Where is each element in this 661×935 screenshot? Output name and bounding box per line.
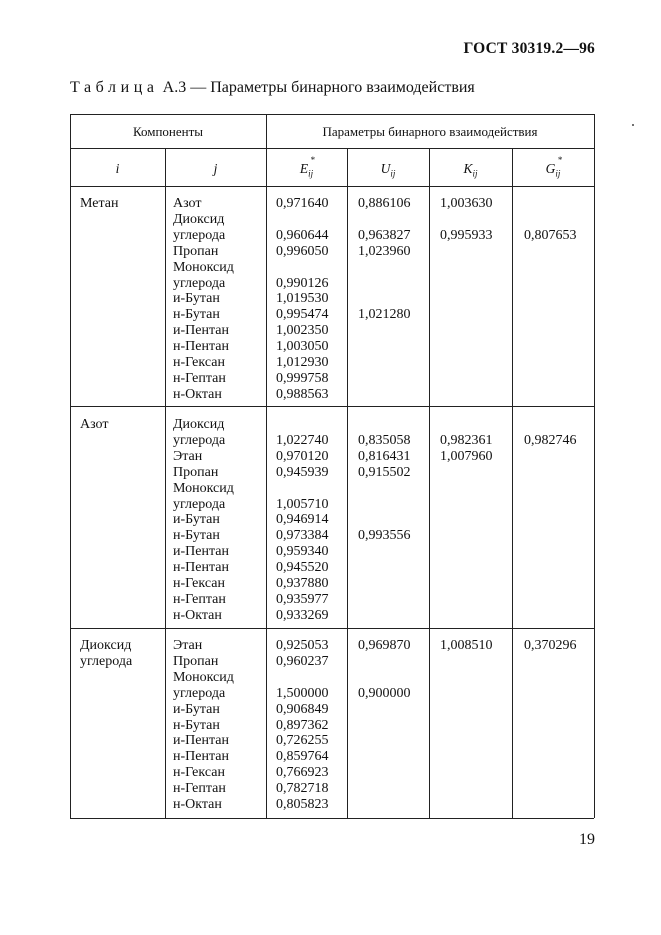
component-j: н-Октан	[173, 386, 222, 402]
component-j: Этан	[173, 448, 203, 464]
value-g-ij: 0,807653	[524, 227, 577, 243]
component-j: и-Пентан	[173, 544, 229, 560]
value-k-ij: 1,007960	[440, 448, 493, 464]
component-j: н-Бутан	[173, 717, 220, 733]
value-e-ij: 0,859764	[276, 749, 329, 765]
component-i: Диоксид	[80, 638, 132, 653]
value-k-ij: 0,982361	[440, 432, 493, 448]
value-e-ij: 0,945520	[276, 560, 329, 576]
scan-speck	[632, 124, 634, 126]
value-u-ij: 0,816431	[358, 448, 411, 464]
value-u-ij: 0,886106	[358, 196, 411, 211]
value-e-ij: 0,960644	[276, 227, 329, 243]
value-k-ij: 0,995933	[440, 227, 493, 243]
value-e-ij: 0,960237	[276, 653, 329, 669]
value-g-ij: 0,370296	[524, 638, 577, 653]
component-j: н-Бутан	[173, 528, 220, 544]
component-j: Этан	[173, 638, 203, 653]
value-e-ij: 0,988563	[276, 386, 329, 402]
page-number: 19	[579, 831, 595, 848]
value-e-ij: 1,022740	[276, 432, 329, 448]
value-e-ij: 0,945939	[276, 464, 329, 480]
component-j: н-Гептан	[173, 781, 226, 797]
component-j: н-Гептан	[173, 370, 226, 386]
component-j: Диоксид	[173, 211, 225, 227]
standard-designation: ГОСТ 30319.2—96	[463, 40, 595, 57]
value-u-ij: 1,023960	[358, 243, 411, 259]
value-e-ij: 0,999758	[276, 370, 329, 386]
value-u-ij: 0,963827	[358, 227, 411, 243]
value-e-ij: 1,019530	[276, 291, 329, 307]
value-e-ij: 0,766923	[276, 765, 329, 781]
value-k-ij: 1,003630	[440, 196, 493, 211]
value-g-ij: 0,982746	[524, 432, 577, 448]
component-i: Азот	[80, 417, 109, 432]
value-e-ij: 0,946914	[276, 512, 329, 528]
component-j: углерода	[173, 432, 226, 448]
component-j: н-Гексан	[173, 355, 225, 370]
component-j: н-Гексан	[173, 765, 225, 781]
value-e-ij: 1,003050	[276, 339, 329, 355]
value-e-ij: 1,012930	[276, 355, 329, 370]
value-e-ij: 0,935977	[276, 591, 329, 607]
value-u-ij: 0,969870	[358, 638, 411, 653]
component-j: Пропан	[173, 464, 219, 480]
binary-parameters-table	[70, 114, 594, 818]
component-j: и-Бутан	[173, 512, 220, 528]
value-u-ij: 0,993556	[358, 528, 411, 544]
component-j: Моноксид	[173, 480, 234, 496]
component-j: н-Пентан	[173, 749, 229, 765]
header-parameters: Параметры бинарного взаимодействия	[322, 124, 538, 139]
value-e-ij: 0,925053	[276, 638, 329, 653]
component-j: н-Гексан	[173, 576, 225, 591]
value-e-ij: 0,995474	[276, 307, 329, 323]
value-e-ij: 0,990126	[276, 275, 329, 291]
value-e-ij: 1,002350	[276, 323, 329, 339]
component-j: углерода	[173, 227, 226, 243]
value-e-ij: 0,805823	[276, 797, 329, 812]
component-j: углерода	[173, 275, 226, 291]
subheader-e-ij: $E_{ij}$ *	[299, 155, 316, 179]
component-i: Метан	[80, 196, 119, 211]
subheader-k-ij: $K_{ij}$	[463, 161, 478, 179]
value-e-ij: 1,500000	[276, 685, 329, 701]
caption-title: А.3 — Параметры бинарного взаимодействия	[158, 79, 475, 96]
value-e-ij: 0,971640	[276, 196, 329, 211]
subheader-j: j	[213, 161, 218, 176]
value-e-ij: 0,937880	[276, 576, 329, 591]
component-i: углерода	[80, 653, 133, 669]
value-k-ij: 1,008510	[440, 638, 493, 653]
component-j: Пропан	[173, 653, 219, 669]
component-j: Моноксид	[173, 669, 234, 685]
subheader-u-ij: $U_{ij}$	[380, 161, 396, 179]
subheader-i: i	[115, 161, 120, 176]
component-j: Диоксид	[173, 417, 225, 432]
component-j: н-Гептан	[173, 591, 226, 607]
component-j: и-Пентан	[173, 323, 229, 339]
value-e-ij: 0,782718	[276, 781, 329, 797]
value-u-ij: 0,900000	[358, 685, 411, 701]
value-e-ij: 0,996050	[276, 243, 329, 259]
value-e-ij: 0,726255	[276, 733, 329, 749]
value-u-ij: 1,021280	[358, 307, 411, 323]
component-j: н-Пентан	[173, 560, 229, 576]
table-caption	[70, 79, 475, 97]
value-e-ij: 0,897362	[276, 717, 329, 733]
component-j: и-Бутан	[173, 701, 220, 717]
header-components: Компоненты	[132, 124, 204, 139]
component-j: Азот	[173, 196, 202, 211]
value-e-ij: 1,005710	[276, 496, 329, 512]
value-u-ij: 0,835058	[358, 432, 411, 448]
value-u-ij: 0,915502	[358, 464, 411, 480]
value-e-ij: 0,970120	[276, 448, 329, 464]
value-e-ij: 0,906849	[276, 701, 329, 717]
component-j: н-Бутан	[173, 307, 220, 323]
component-j: углерода	[173, 496, 226, 512]
value-e-ij: 0,959340	[276, 544, 329, 560]
component-j: Пропан	[173, 243, 219, 259]
component-j: и-Пентан	[173, 733, 229, 749]
component-j: н-Октан	[173, 607, 222, 623]
component-j: и-Бутан	[173, 291, 220, 307]
component-j: углерода	[173, 685, 226, 701]
caption-lead: Таблица	[70, 79, 159, 96]
value-e-ij: 0,933269	[276, 607, 329, 623]
subheader-g-ij: $G_{ij}$ *	[545, 155, 563, 179]
component-j: н-Пентан	[173, 339, 229, 355]
component-j: Моноксид	[173, 259, 234, 275]
component-j: н-Октан	[173, 797, 222, 812]
value-e-ij: 0,973384	[276, 528, 329, 544]
